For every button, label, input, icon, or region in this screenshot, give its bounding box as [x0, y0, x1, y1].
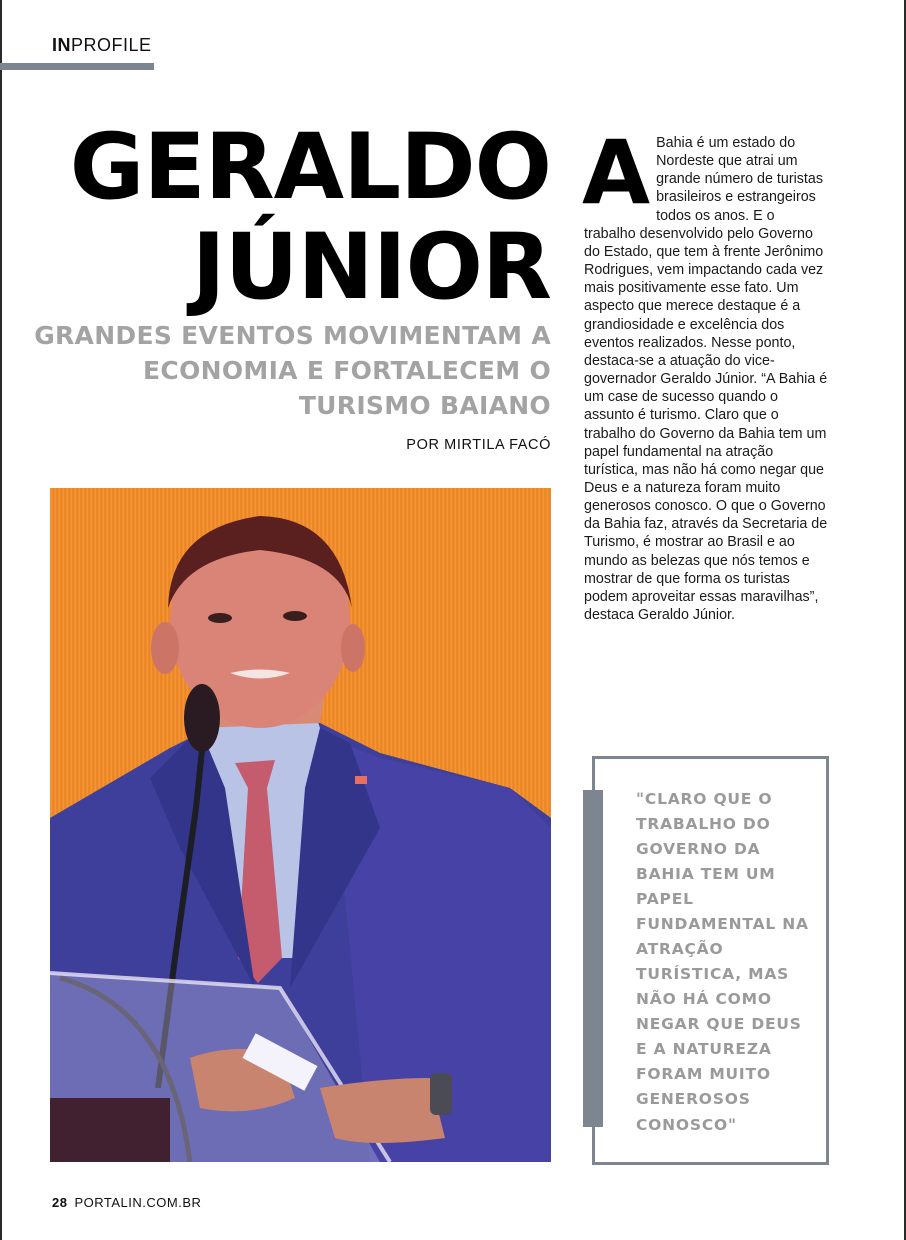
section-label-light: PROFILE: [71, 35, 152, 55]
section-rule: [0, 63, 154, 70]
article-photo: [50, 488, 551, 1162]
pull-quote-close-mark: ": [728, 1115, 737, 1134]
section-label: [52, 35, 152, 56]
photo-lapel-pin: [355, 776, 367, 784]
site-url[interactable]: PORTALIN.COM.BR: [74, 1195, 202, 1210]
pull-quote-text: CLARO QUE O TRABALHO DO GOVERNO DA BAHIA TEM UM PAPEL FUNDAMENTAL NA ATRAÇÃO TURÍSTICA, MAS NÃO HÁ COMO NEGAR QUE DEUS E A NATUREZA FORAM MUITO GENEROSOS CONOSCO: [636, 790, 809, 1134]
drop-cap: A: [582, 121, 651, 224]
article-body: [582, 121, 829, 624]
photo-microphone-head: [184, 684, 220, 752]
headline: [69, 115, 551, 320]
photo-ear-left: [151, 622, 179, 674]
photo-illustration: [50, 488, 551, 1162]
pull-quote-bar: [583, 790, 603, 1127]
photo-eye-left: [208, 613, 232, 623]
byline: POR MIRTILA FACÓ: [406, 437, 551, 453]
page-footer: [52, 1195, 201, 1210]
page-number: 28: [52, 1195, 68, 1210]
pull-quote-open-mark: ": [636, 789, 645, 808]
photo-podium-base: [50, 1098, 170, 1162]
headline-line-1: GERALDO: [69, 115, 551, 220]
section-label-bold: IN: [52, 35, 71, 55]
article-body-text: Bahia é um estado do Nordeste que atrai um grande número de turistas brasileiros e estrangeiros todos os anos. E o trabalho desenvolvido pelo Governo do Estado, que tem à frente Jerônimo Rodrigues, vem impactando cada vez mais positivamente esse fato. Um aspecto que merece destaque é a grandiosidade e excelência dos eventos realizados. Nesse ponto, destaca-se a atuação do vice-governador Geraldo Júnior. “A Bahia é um case de sucesso quando o assunto é turismo. Claro que o trabalho do Governo da Bahia tem um papel fundamental na atração turística, mas não há como negar que Deus e a natureza foram muito generosos conosco. O que o Governo da Bahia faz, através da Secretaria de Turismo, é mostrar ao Brasil e ao mundo as belezas que nós temos e mostrar de que forma os turistas podem aproveitar essas maravilhas”, destaca Geraldo Júnior.: [584, 135, 828, 624]
photo-hand-right: [320, 1078, 445, 1143]
pull-quote: [636, 786, 816, 1138]
photo-ear-right: [341, 624, 365, 672]
photo-watch: [430, 1073, 452, 1115]
subhead: GRANDES EVENTOS MOVIMENTAM A ECONOMIA E FORTALECEM O TURISMO BAIANO: [34, 321, 551, 420]
photo-eye-right: [283, 611, 307, 621]
page-border-left: [0, 0, 2, 1240]
headline-line-2: JÚNIOR: [191, 215, 551, 320]
